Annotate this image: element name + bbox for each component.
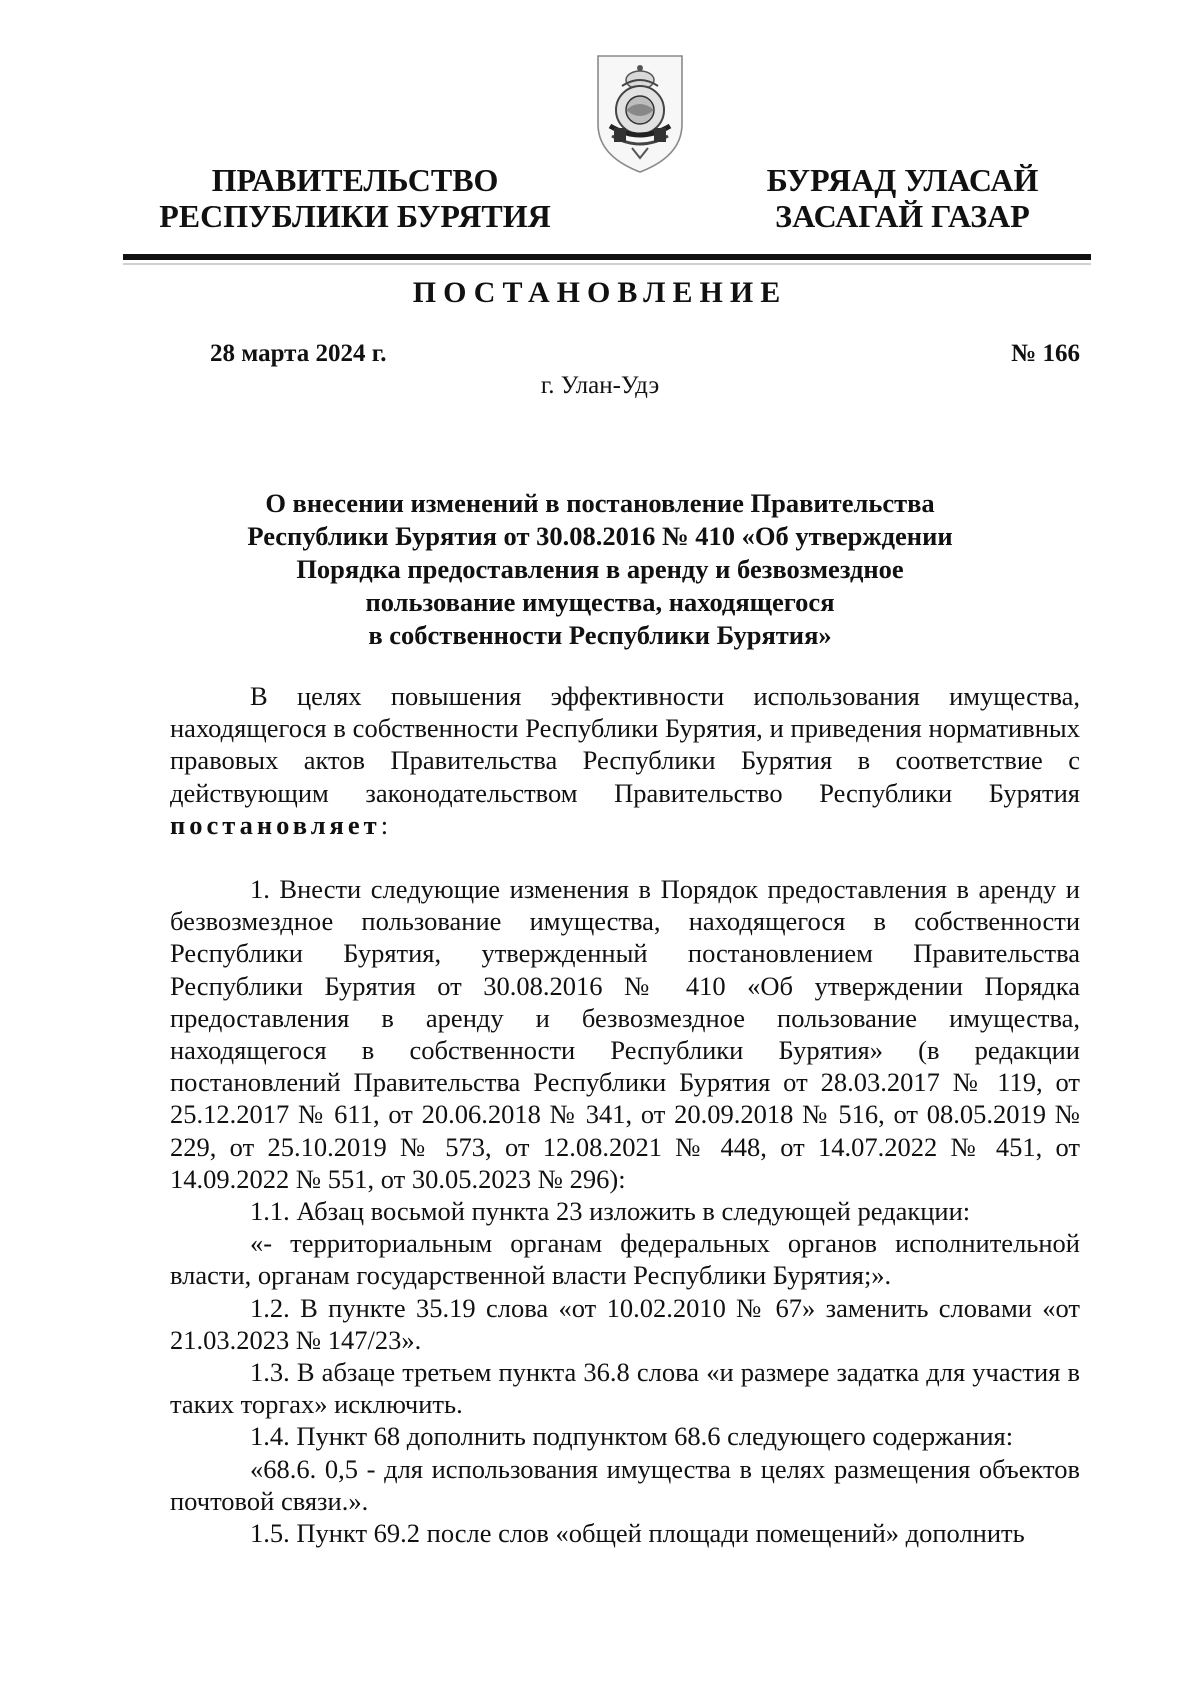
header-divider — [123, 254, 1091, 260]
document-title — [150, 487, 1050, 652]
paragraph-1-1: 1.1. Абзац восьмой пункта 23 изложить в следующей редакции: — [250, 1196, 971, 1227]
title-line: пользование имущества, находящегося — [365, 587, 835, 617]
paragraph-1-1-quote: «- территориальным органам федеральных органов исполнительной власти, органам государственной власти Республики Бурятия;». — [170, 1228, 1080, 1291]
preamble-paragraph — [170, 680, 1080, 841]
preamble-colon: : — [380, 809, 389, 840]
document-type: ПОСТАНОВЛЕНИЕ — [412, 276, 788, 309]
preamble-text: В целях повышения эффективности использования имущества, находящегося в собственности Республики Бурятия, и приведения нормативных правовых актов Правительства Республики Бурятия в соответствие с действующим законодательством Правительство Республики Бурятия — [170, 681, 1080, 808]
title-line: в собственности Республики Бурятия» — [368, 620, 832, 650]
paragraph-1-2: 1.2. В пункте 35.19 слова «от 10.02.2010 № 67» заменить словами «от 21.03.2023 № 147/23». — [170, 1292, 1080, 1355]
paragraph-1-4-quote: «68.6. 0,5 - для использования имущества в целях размещения объектов почтовой связи.». — [170, 1453, 1080, 1516]
document-date: 28 марта 2024 г. — [210, 340, 387, 367]
document-city: г. Улан-Удэ — [540, 372, 660, 399]
org-name-buryat-line1: БУРЯАД УЛАСАЙ — [766, 162, 1039, 198]
paragraph-1-4: 1.4. Пункт 68 дополнить подпунктом 68.6 следующего содержания: — [250, 1421, 1014, 1452]
document-body — [170, 680, 1080, 1549]
paragraph-1: 1. Внести следующие изменения в Порядок предоставления в аренду и безвозмездное пользование имущества, находящегося в собственности Республики Бурятия, утвержденный постановлением Правительства Республики Бурятия от 30.08.2016 № 410 «Об утверждении Порядка предоставления в аренду и безвозмездное пользование имущества, находящегося в собственности Республики Бурятия» (в редакции постановлений Правительства Республики Бурятия от 28.03.2017 № 119, от 25.12.2017 № 611, от 20.06.2018 № 341, от 20.09.2018 № 516, от 08.05.2019 № 229, от 25.10.2019 № 573, от 12.08.2021 № 448, от 14.07.2022 № 451, от 14.09.2022 № 551, от 30.05.2023 № 296): — [170, 874, 1080, 1194]
title-line: Порядка предоставления в аренду и безвозмездное — [296, 554, 904, 584]
paragraph-1-5: 1.5. Пункт 69.2 после слов «общей площади помещений» дополнить — [250, 1518, 1025, 1549]
org-name-buryat-line2: ЗАСАГАЙ ГАЗАР — [775, 198, 1030, 234]
org-name-russian — [150, 162, 560, 234]
document-number: № 166 — [1011, 340, 1080, 367]
title-line: Республики Бурятия от 30.08.2016 № 410 «Об утверждении — [247, 521, 953, 551]
paragraph-1-3: 1.3. В абзаце третьем пункта 36.8 слова «и размере задатка для участия в таких торгах» исключить. — [170, 1357, 1080, 1420]
header-divider-thin — [123, 263, 1091, 265]
coat-of-arms-icon — [592, 52, 688, 176]
org-name-russian-line1: ПРАВИТЕЛЬСТВО — [211, 162, 499, 198]
title-line: О внесении изменений в постановление Правительства — [265, 488, 935, 518]
org-name-russian-line2: РЕСПУБЛИКИ БУРЯТИЯ — [159, 198, 551, 234]
org-name-buryat — [740, 162, 1065, 234]
preamble-keyword: постановляет — [170, 809, 381, 840]
